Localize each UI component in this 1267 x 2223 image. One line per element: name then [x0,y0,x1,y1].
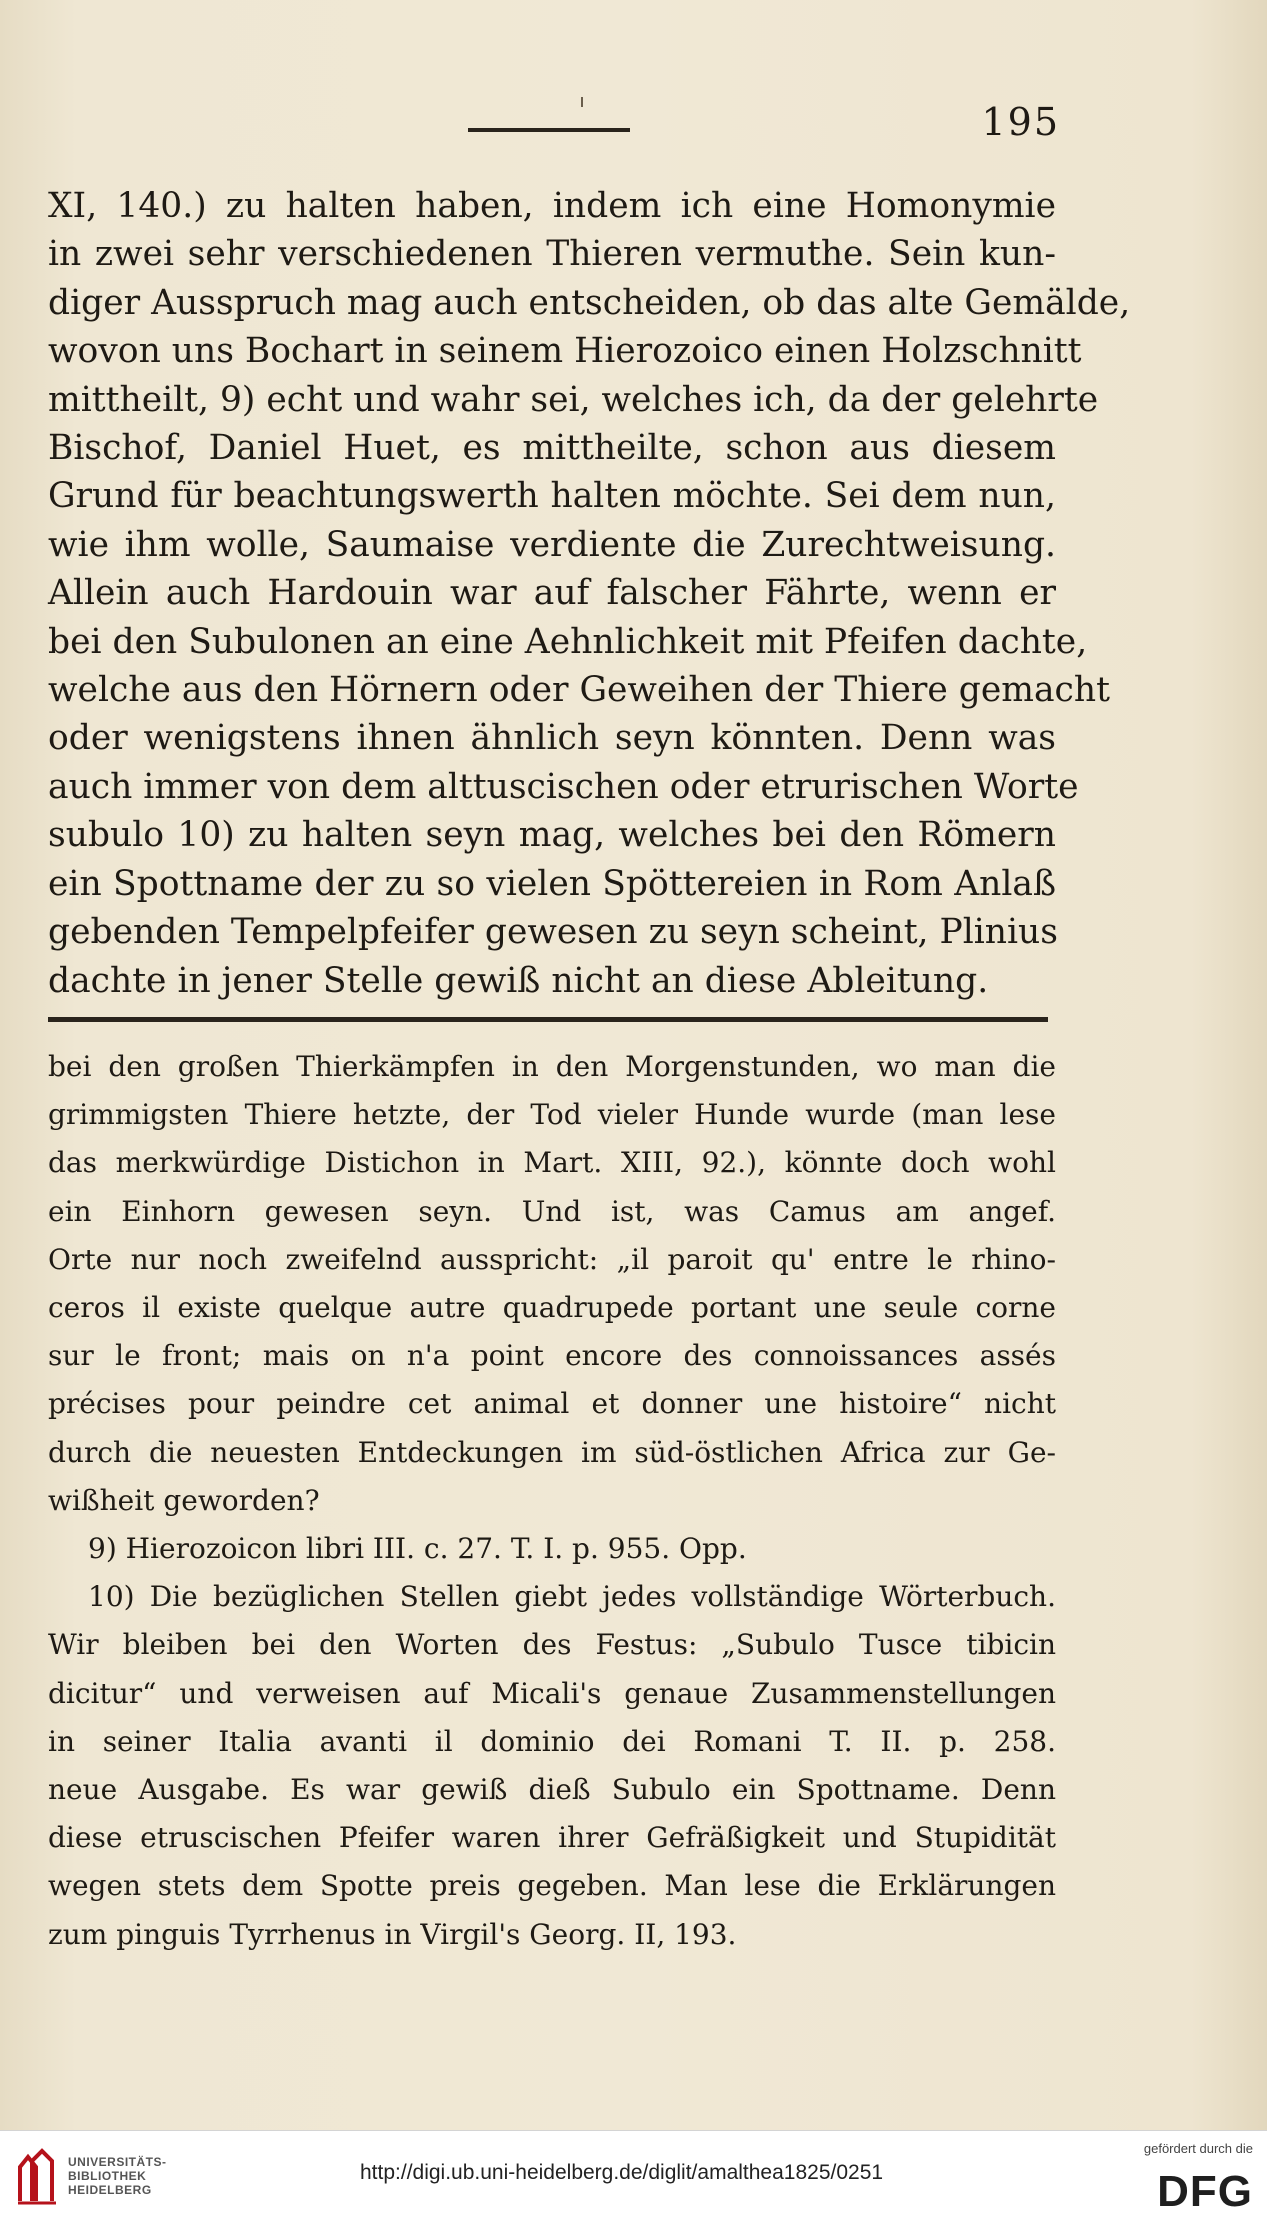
text-line: oder wenigstens ihnen ähnlich seyn könnten. Denn was [48,718,1056,759]
footnote-line: wegen stets dem Spotte preis gegeben. Man lese die Erklärungen [48,1869,1056,1903]
footnotes-block [48,1043,1056,1959]
footnote-line: neue Ausgabe. Es war gewiß dieß Subulo ein Spottname. Denn [48,1773,1056,1807]
page-number: 195 [981,100,1060,144]
footnote-line: Wir bleiben bei den Worten des Festus: „Subulo Tusce tibicin [48,1628,1056,1662]
text-line: gebenden Tempelpfeifer gewesen zu seyn scheint, Plinius [48,912,1058,953]
text-line: Grund für beachtungswerth halten möchte. Sei dem nun, [48,476,1056,517]
text-line: auch immer von dem alttuscischen oder etrurischen Worte [48,766,1079,807]
text-line: ein Spottname der zu so vielen Spöttereien in Rom Anlaß [48,863,1056,904]
text-line: subulo 10) zu halten seyn mag, welches bei den Römern [48,815,1056,856]
footnote-line: ceros il existe quelque autre quadrupede portant une seule corne [48,1291,1056,1325]
dfg-logo: DFG [1157,2167,1253,2216]
header-mark [581,97,583,107]
text-line: welche aus den Hörnern oder Geweihen der Thiere gemacht [48,670,1110,711]
text-line: in zwei sehr verschiedenen Thieren vermuthe. Sein kun- [48,234,1056,275]
text-line: XI, 140.) zu halten haben, indem ich eine Homonymie [48,186,1056,226]
footnote-line: wißheit geworden? [48,1483,320,1517]
footnote-line: in seiner Italia avanti il dominio dei Romani T. II. p. 258. [48,1724,1056,1758]
university-library-logo-icon [14,2147,60,2207]
permalink-url[interactable]: http://digi.ub.uni-heidelberg.de/diglit/amalthea1825/0251 [360,2161,884,2184]
text-line: diger Ausspruch mag auch entscheiden, ob das alte Gemälde, [48,282,1131,323]
header-rule [468,128,630,132]
main-text-block [48,182,1131,1005]
footnote-line: bei den großen Thierkämpfen in den Morgenstunden, wo man die [48,1050,1056,1083]
footnote-line: das merkwürdige Distichon in Mart. XIII, 92.), könnte doch wohl [48,1146,1056,1180]
footnote-line: Orte nur noch zweifelnd ausspricht: „il paroit qu' entre le rhino- [48,1242,1056,1276]
viewer-footer [0,2130,1267,2223]
footnote-line: durch die neuesten Entdeckungen im süd-östlichen Africa zur Ge- [48,1435,1056,1469]
footnote-separator [48,1017,1048,1022]
library-name [68,2155,167,2197]
footnote-9: 9) Hierozoicon libri III. c. 27. T. I. p. 955. Opp. [88,1532,747,1566]
text-line: Allein auch Hardouin war auf falscher Fährte, wenn er [48,573,1056,614]
footnote-line: diese etruscischen Pfeifer waren ihrer Gefräßigkeit und Stupidität [48,1821,1056,1855]
text-line: dachte in jener Stelle gewiß nicht an diese Ableitung. [48,960,989,1001]
text-line: mittheilt, 9) echt und wahr sei, welches ich, da der gelehrte [48,379,1099,420]
text-line: bei den Subulonen an eine Aehnlichkeit mit Pfeifen dachte, [48,621,1088,662]
footnote-line: grimmigsten Thiere hetzte, der Tod vieler Hunde wurde (man lese [48,1098,1056,1132]
footnote-line: dicitur“ und verweisen auf Micali's genaue Zusammenstellungen [48,1676,1056,1710]
text-line: wovon uns Bochart in seinem Hierozoico einen Holzschnitt [48,331,1082,372]
footnote-line: zum pinguis Tyrrhenus in Virgil's Georg. II, 193. [48,1917,737,1951]
text-line: wie ihm wolle, Saumaise verdiente die Zurechtweisung. [48,524,1056,565]
library-name-line: UNIVERSITÄTS- [68,2155,167,2169]
footnote-line: précises pour peindre cet animal et donner une histoire“ nicht [48,1387,1056,1421]
library-name-line: BIBLIOTHEK [68,2169,147,2183]
text-line: Bischof, Daniel Huet, es mittheilte, schon aus diesem [48,428,1056,469]
funding-note: gefördert durch die [1143,2141,1253,2156]
footnote-10: 10) Die bezüglichen Stellen giebt jedes vollständige Wörterbuch. [88,1580,1056,1614]
footnote-line: sur le front; mais on n'a point encore des connoissances assés [48,1339,1056,1373]
footnote-line: ein Einhorn gewesen seyn. Und ist, was Camus am angef. [48,1194,1056,1228]
library-name-line: HEIDELBERG [68,2183,152,2197]
